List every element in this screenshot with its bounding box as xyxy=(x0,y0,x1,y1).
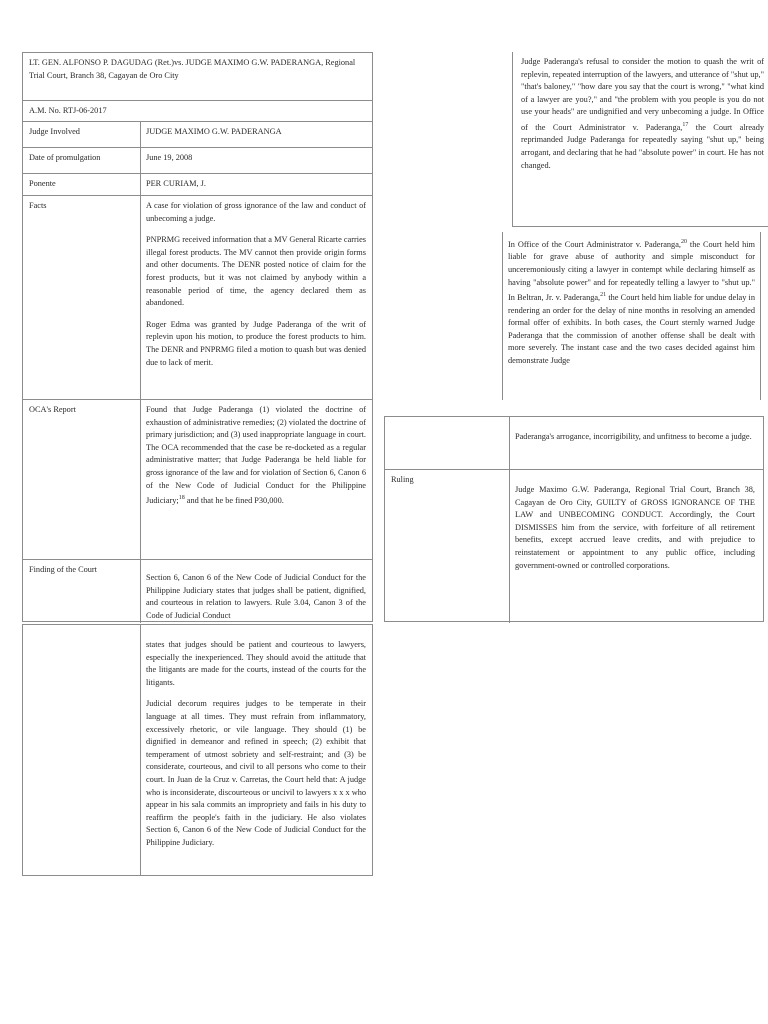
ruling-table xyxy=(384,416,764,622)
oca-text: Found that Judge Paderanga (1) violated the doctrine of exhaustion of administrative remedies; (2) violated the doctrine of primary jurisdiction; and (3) used inappropriate language in court. The OCA recommended that the case be re-docketed as a regular administrative matter; that Judge Paderanga be held liable for gross ignorance of the law and for violation of Section 6, Canon 6 of the New Code of Judicial Conduct for the Philippine Judiciary; xyxy=(146,405,366,505)
oca-label: OCA's Report xyxy=(29,405,76,414)
oca-content xyxy=(140,400,372,559)
right-mid-part-c: the Court held him liable for undue delay in rendering an order for the delay of nine months in resolving an amended formal offer of exhibits. In both cases, the Court sternly warned Judge Paderanga that the commission of another offense shall be dealt with more severely. The instant case and the two cases decided against him demonstrate Judge xyxy=(508,292,755,365)
right-mid-part-b: the Court held him liable for grave abuse of authority and simple misconduct for unceremoniously citing a lawyer in contempt while declaring himself as having "absolute power" and for repeatedly telling a lawyer to "shut up." In Beltran, Jr. v. Paderanga, xyxy=(508,239,755,302)
facts-content xyxy=(140,196,372,399)
ruling-label: Ruling xyxy=(391,475,414,484)
case-digest-table xyxy=(22,52,373,622)
arrogance-row xyxy=(385,417,763,469)
continuation-content xyxy=(140,625,372,875)
judge-label: Judge Involved xyxy=(29,127,80,136)
ponente-row xyxy=(23,173,372,195)
ruling-row xyxy=(385,469,763,623)
right-middle-text xyxy=(502,232,761,400)
facts-paragraph-1: A case for violation of gross ignorance of the law and conduct of unbecoming a judge. xyxy=(146,201,366,223)
facts-row xyxy=(23,195,372,399)
ponente-label: Ponente xyxy=(29,179,56,188)
date-row xyxy=(23,147,372,173)
ponente-value: PER CURIAM, J. xyxy=(146,179,206,188)
case-number-row xyxy=(23,100,372,121)
facts-paragraph-2: PNPRMG received information that a MV General Ricarte carries illegal forest products. The MV cannot then provide origin forms and other documents. The DENR posted notice of claim for the forest products, but it was not claimed by anybody within a reasonable period of time, the agency declared them as abandoned. xyxy=(146,235,366,308)
right-mid-part-a: In Office of the Court Administrator v. Paderanga, xyxy=(508,239,681,249)
continuation-table xyxy=(22,624,373,876)
right-top-block xyxy=(512,52,768,227)
right-top-text xyxy=(513,52,768,226)
right-middle-block xyxy=(502,232,761,400)
caption-row xyxy=(23,53,372,100)
right-mid-footnote-ref-2[interactable]: 21 xyxy=(600,292,607,299)
finding-text: Section 6, Canon 6 of the New Code of Judicial Conduct for the Philippine Judiciary states that judges shall be patient, dignified, and courteous in relation to lawyers. Rule 3.04, Canon 3 of the Code of Judicial Conduct xyxy=(146,573,366,620)
right-top-footnote-ref[interactable]: 17 xyxy=(682,121,689,128)
facts-paragraph-3: Roger Edma was granted by Judge Paderanga of the writ of replevin upon his motion, to produce the forest products to him. The DENR and PNPRMG filed a motion to quash but was denied due to lack of merit. xyxy=(146,319,366,367)
date-label: Date of promulgation xyxy=(29,153,101,162)
date-value: June 19, 2008 xyxy=(146,153,193,162)
facts-label: Facts xyxy=(29,201,47,210)
right-top-part-b: the Court already reprimanded Judge Paderanga for repeatedly saying "shut up," being arrogant, and declaring that he had "absolute power" in court. He has not changed. xyxy=(521,122,765,170)
case-number: A.M. No. RTJ-06-2017 xyxy=(29,106,107,115)
finding-row xyxy=(23,559,372,623)
right-top-part-a: Judge Paderanga's refusal to consider the motion to quash the writ of replevin, repeated interruption of the lawyers, and utterance of "shut up," "that's baloney," "how dare you say that the court is wrong," "what kind of a lawyer are you?," and "the problem with you people is you do not use your heads" are undignified and very unbecoming a judge. In Office of the Court Administrator v. Paderanga, xyxy=(521,57,764,132)
oca-footnote-ref[interactable]: 18 xyxy=(178,495,185,502)
right-mid-footnote-ref-1[interactable]: 20 xyxy=(680,239,687,245)
continuation-paragraph-1: states that judges should be patient and courteous to lawyers, especially the inexperienced. They should avoid the attitude that the litigants are made for the courts, instead of the courts for the litigants. xyxy=(146,640,366,687)
finding-label: Finding of the Court xyxy=(29,565,97,574)
ruling-text: Judge Maximo G.W. Paderanga, Regional Trial Court, Branch 38, Cagayan de Oro City, GUILTY of GROSS IGNORANCE OF THE LAW and UNBECOMING CONDUCT. Accordingly, the Court DISMISSES him from the service, with forfeiture of all retirement benefits, except accrued leave credits, and with prejudice to reinstatement or appointment to any public office, including government-owned or controlled corporations. xyxy=(515,485,755,570)
arrogance-text: Paderanga's arrogance, incorrigibility, and unfitness to become a judge. xyxy=(515,432,752,441)
judge-row xyxy=(23,121,372,147)
continuation-paragraph-2: Judicial decorum requires judges to be temperate in their language at all times. They must refrain from inflammatory, excessively rhetoric, or vile language. They should (1) be dignified in demeanor and refined in speech; (2) exhibit that temperament of utmost sobriety and self-restraint; and (3) be considerate, courteous, and civil to all persons who come to their court. In Juan de la Cruz v. Carretas, the Court held that: A judge who is inconsiderate, discourteous or uncivil to lawyers x x x who appear in his sala commits an impropriety and fails in his duty to reaffirm the people's faith in the judiciary. He also violates Section 6, Canon 6 of the New Code of Judicial Conduct for the Philippine Judiciary. xyxy=(146,699,366,847)
oca-tail: and that he be fined P30,000. xyxy=(184,495,284,505)
oca-row xyxy=(23,399,372,559)
case-parties: LT. GEN. ALFONSO P. DAGUDAG (Ret.)vs. JUDGE MAXIMO G.W. PADERANGA, Regional Trial Court, Branch 38, Cagayan de Oro City xyxy=(29,58,356,80)
judge-value: JUDGE MAXIMO G.W. PADERANGA xyxy=(146,127,282,136)
